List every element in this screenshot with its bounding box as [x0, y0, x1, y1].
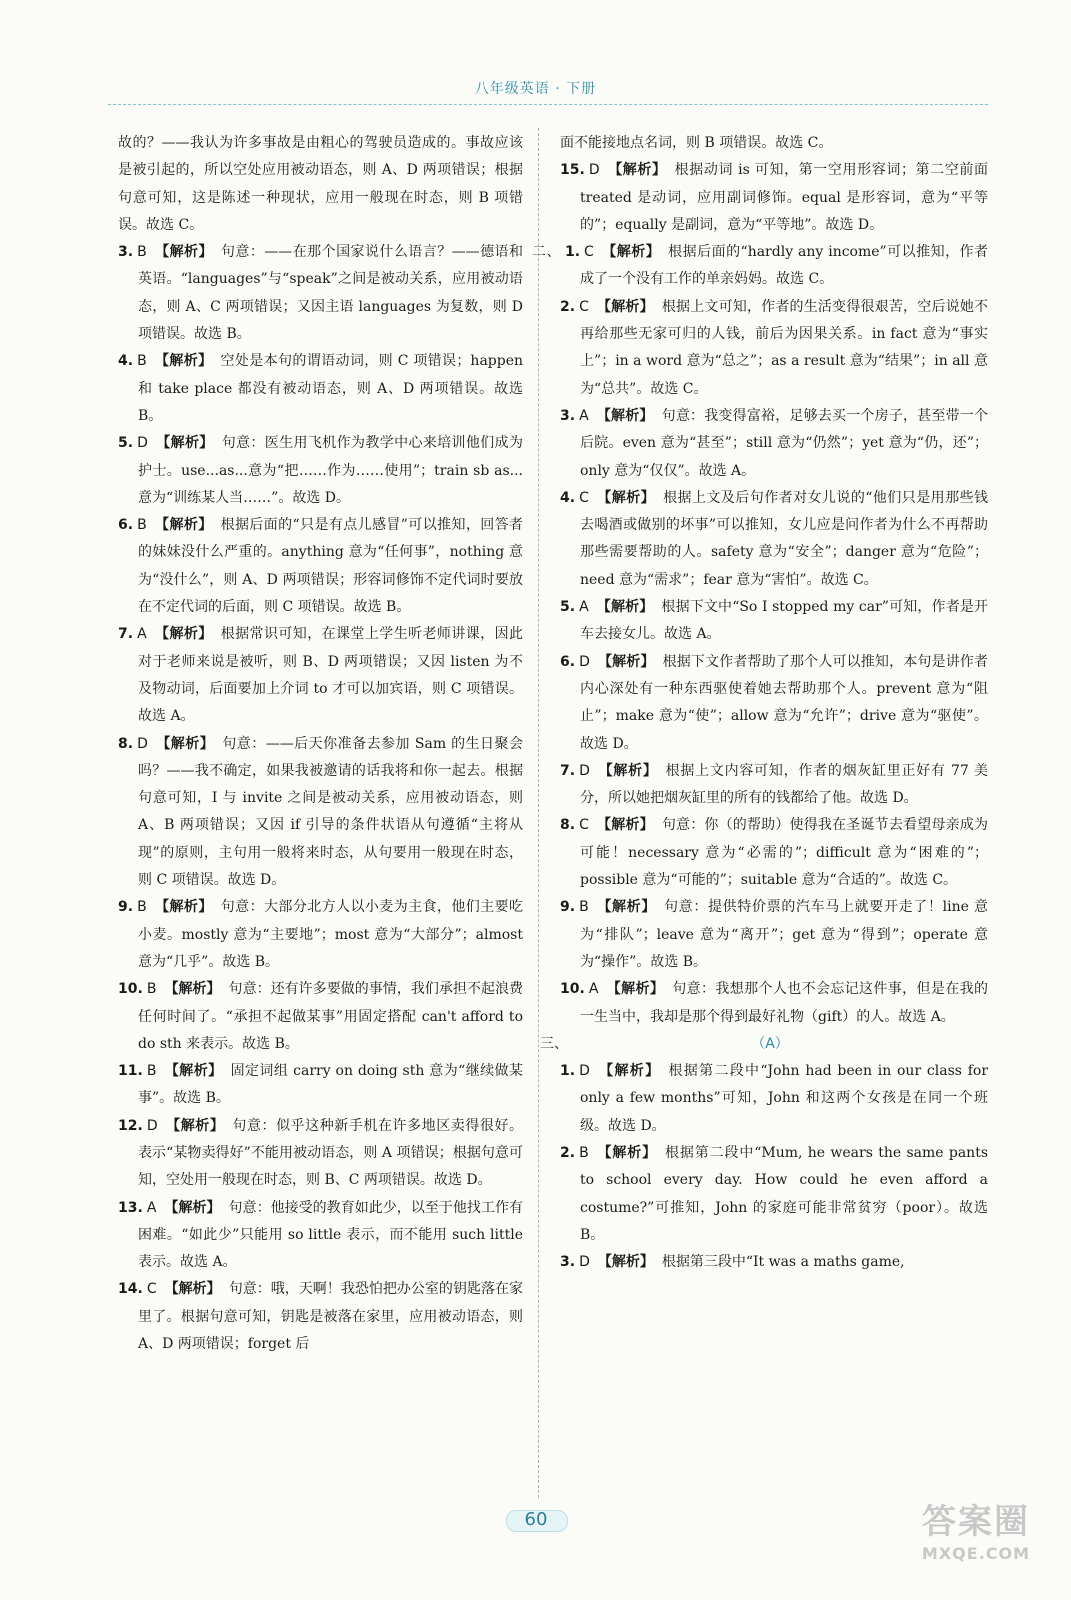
answer-letter: C [584, 244, 594, 261]
right-column [532, 130, 989, 1276]
item-number: 2. [560, 298, 576, 315]
answer-entry [118, 1113, 523, 1195]
explanation-text: 根据第二段中“John had been in our class for only a few months”可知，John 和这两个女孩是在同一个班级。故选 D。 [580, 1063, 989, 1134]
answer-letter: B [137, 517, 147, 534]
explanation-text: 根据上文内容可知，作者的烟灰缸里正好有 77 美分，所以她把烟灰缸里的所有的钱都给了他。故选 D。 [580, 762, 989, 807]
item-number: 8. [118, 735, 134, 752]
answer-entry [118, 1058, 523, 1113]
answer-letter: B [137, 899, 147, 916]
explanation-text: 句意：提供特价票的汽车马上就要开走了！line 意为“排队”；leave 意为“离开”；get 意为“得到”；operate 意为“操作”。故选 B。 [580, 899, 988, 970]
analysis-tag: 【解析】 [596, 599, 654, 616]
explanation-text: 根据动词 is 可知，第一空用形容词；第二空前面 treated 是动词，应用副词修饰。equal 是形容词，意为“平等的”；equally 是副词，意为“平等地”。故选 D。 [580, 162, 988, 233]
item-number: 1. [564, 244, 581, 261]
item-number: 4. [118, 353, 134, 370]
item-number: 4. [560, 489, 576, 506]
explanation-text: 根据后面的“hardly any income”可以推知，作者成了一个没有工作的单亲妈妈。故选 C。 [580, 244, 989, 288]
answer-letter: D [579, 762, 590, 779]
analysis-tag: 【解析】 [154, 626, 213, 643]
answer-letter: A [146, 1199, 157, 1216]
answer-letter: B [137, 244, 147, 261]
explanation-text: 根据第二段中“Mum, he wears the same pants to school every day. How could he even afford a costume?”可推知，John 的家庭可能非常贫穷（poor）。故选 B。 [580, 1144, 988, 1243]
item-number: 2. [560, 1144, 576, 1161]
answer-entry [560, 812, 988, 894]
answer-letter: D [137, 435, 148, 452]
answer-letter: D [579, 1063, 590, 1080]
analysis-tag: 【解析】 [596, 1144, 658, 1161]
answer-entry [560, 976, 988, 1031]
answer-letter: C [579, 298, 589, 315]
item-number: 12. [118, 1117, 143, 1134]
explanation-text: 根据下文中“So I stopped my car”可知，作者是开车去接女儿。故选 A。 [580, 599, 989, 643]
section-number: 三、 [540, 1035, 568, 1052]
item-number: 9. [560, 899, 576, 916]
analysis-tag: 【解析】 [154, 899, 213, 916]
answer-letter: D [137, 735, 148, 752]
analysis-tag: 【解析】 [601, 244, 661, 261]
answer-entry [118, 1276, 523, 1358]
watermark-logo [901, 1500, 1051, 1580]
continued-text [118, 130, 523, 239]
analysis-tag: 【解析】 [164, 1281, 221, 1298]
analysis-tag: 【解析】 [596, 817, 654, 834]
answer-entry [560, 649, 988, 758]
answer-letter: D [579, 1254, 590, 1271]
analysis-tag: 【解析】 [597, 762, 658, 779]
answer-letter: B [579, 899, 589, 916]
answer-entry [118, 731, 523, 895]
left-column [118, 130, 523, 1358]
item-number: 11. [118, 1063, 143, 1080]
explanation-text: 句意：大部分北方人以小麦为主食，他们主要吃小麦。mostly 意为“主要地”；most 意为“大部分”；almost 意为“几乎”。故选 B。 [138, 899, 524, 970]
section-number: 二、 [532, 244, 561, 261]
answer-letter: D [579, 653, 590, 670]
answer-entry [560, 1058, 988, 1140]
explanation-text: 根据下文作者帮助了那个人可以推知，本句是讲作者内心深处有一种东西驱使着她去帮助那个人。prevent 意为“阻止”；make 意为“使”；allow 意为“允许”；drive 意为“驱使”。故选 D。 [580, 653, 989, 752]
explanation-text: 句意：——后天你准备去参加 Sam 的生日聚会吗？——我不确定，如果我被邀请的话我将和你一起去。根据句意可知，I 与 invite 之间是被动关系，应用被动语态，则 A、B 两项错误；又因 if 引导的条件状语从句遵循“主将从现”的原则，主句用一般将来时态，从句要用一般现在时态，则 C 项错误。故选 D。 [138, 735, 523, 889]
item-number: 3. [118, 244, 134, 261]
explanation-text: 句意：我想那个人也不会忘记这件事，但是在我的一生当中，我却是那个得到最好礼物（gift）的人。故选 A。 [580, 981, 989, 1025]
explanation-text: 根据上文可知，作者的生活变得很艰苦，空后说她不再给那些无家可归的人钱，前后为因果关系。in fact 意为“事实上”；in a word 意为“总之”；as a result 意为“结果”；in all 意为“总共”。故选 C。 [580, 298, 989, 397]
item-number: 6. [118, 517, 134, 534]
explanation-text: 句意：你（的帮助）使得我在圣诞节去看望母亲成为可能！necessary 意为“必需的”；difficult 意为“困难的”；possible 意为“可能的”；suitable 意为“合适的”。故选 C。 [580, 817, 989, 889]
item-number: 10. [118, 981, 143, 998]
item-number: 7. [560, 762, 576, 779]
explanation-text: 面不能接地点名词，则 B 项错误。故选 C。 [560, 135, 833, 151]
analysis-tag: 【解析】 [597, 653, 655, 670]
explanation-text: 根据后面的“只是有点儿感冒”可以推知，回答者的妹妹没什么严重的。anything 意为“任何事”，nothing 意为“没什么”，则 A、D 两项错误；形容词修饰不定代词时要放在不定代词的后面，则 C 项错误。故选 B。 [138, 517, 523, 616]
answer-entry [560, 594, 988, 649]
analysis-tag: 【解析】 [164, 981, 221, 998]
answer-letter: C [579, 489, 589, 506]
answer-entry [560, 294, 988, 403]
analysis-tag: 【解析】 [164, 1199, 221, 1216]
page-header: 八年级英语 · 下册 [474, 81, 597, 97]
analysis-tag: 【解析】 [596, 407, 654, 424]
answer-entry [532, 239, 989, 294]
analysis-tag: 【解析】 [154, 517, 213, 534]
item-number: 7. [118, 626, 134, 643]
item-number: 6. [560, 653, 576, 670]
analysis-tag: 【解析】 [597, 1254, 654, 1271]
answer-letter: A [579, 407, 589, 424]
analysis-tag: 【解析】 [596, 298, 654, 315]
item-number: 9. [118, 899, 134, 916]
answer-entry [118, 1195, 523, 1277]
analysis-tag: 【解析】 [154, 244, 213, 261]
answer-letter: B [579, 1144, 589, 1161]
answer-entry [118, 512, 523, 621]
analysis-tag: 【解析】 [165, 1117, 225, 1134]
section-heading [540, 1031, 988, 1058]
explanation-text: 根据第三段中“It was a maths game, [661, 1254, 905, 1271]
answer-entry [560, 1140, 988, 1249]
continued-text [560, 130, 988, 157]
answer-letter: C [146, 1281, 157, 1298]
passage-label: （A） [751, 1035, 789, 1052]
analysis-tag: 【解析】 [164, 1063, 223, 1080]
answer-entry [118, 894, 523, 976]
item-number: 14. [118, 1281, 143, 1298]
explanation-text: 句意：医生用飞机作为教学中心来培训他们成为护士。use...as...意为“把……作为……使用”；train sb as...意为“训练某人当……”。故选 D。 [138, 435, 524, 506]
answer-entry [118, 621, 523, 730]
analysis-tag: 【解析】 [155, 435, 214, 452]
answer-letter: B [146, 981, 157, 998]
explanation-text: 故的？——我认为许多事故是由粗心的驾驶员造成的。事故应该是被引起的，所以空处应用被动语态，则 A、D 两项错误；根据句意可知，这是陈述一种现状，应用一般现在时态，则 B 项错误。故选 C。 [118, 135, 523, 233]
answer-entry [560, 758, 988, 813]
explanation-text: 句意：他接受的教育如此少，以至于他找工作有困难。“如此少”只能用 so little 表示，而不能用 such little 表示。故选 A。 [138, 1199, 524, 1271]
analysis-tag: 【解析】 [607, 162, 667, 179]
answer-letter: B [137, 353, 147, 370]
explanation-text: 空处是本句的谓语动词，则 C 项错误；happen 和 take place 都没有被动语态，则 A、D 两项错误。故选 B。 [138, 353, 524, 424]
analysis-tag: 【解析】 [596, 899, 656, 916]
explanation-text: 根据常识可知，在课堂上学生听老师讲课，因此对于老师来说是被听，则 B、D 两项错误；又因 listen 为不及物动词，后面要加上介词 to 才可以加宾语，则 C 项错误。故选 A。 [138, 626, 524, 725]
answer-letter: B [146, 1063, 157, 1080]
item-number: 3. [560, 1254, 576, 1271]
answer-letter: A [137, 626, 147, 643]
answer-entry [560, 485, 988, 594]
item-number: 1. [560, 1063, 576, 1080]
explanation-text: 根据上文及后句作者对女儿说的“他们只是用那些钱去喝酒或做别的坏事”可以推知，女儿应是问作者为什么不再帮助那些需要帮助的人。safety 意为“安全”；danger 意为“危险”；need 意为“需求”；fear 意为“害怕”。故选 C。 [580, 489, 989, 588]
item-number: 10. [560, 981, 585, 998]
answer-letter: A [588, 981, 599, 998]
explanation-text: 句意：——在那个国家说什么语言？——德语和英语。“languages”与“speak”之间是被动关系，应用被动语态，则 A、C 两项错误；又因主语 languages 为复数，则 D 项错误。故选 B。 [138, 244, 524, 343]
column-divider [538, 128, 539, 1498]
explanation-text: 句意：我变得富裕，足够去买一个房子，甚至带一个后院。even 意为“甚至”；still 意为“仍然”；yet 意为“仍，还”；only 意为“仅仅”。故选 A。 [580, 407, 989, 479]
item-number: 5. [560, 599, 576, 616]
analysis-tag: 【解析】 [154, 353, 213, 370]
answer-entry [118, 348, 523, 430]
answer-entry [560, 1249, 988, 1276]
item-number: 13. [118, 1199, 143, 1216]
analysis-tag: 【解析】 [596, 489, 656, 506]
watermark-title: 答案圈 [922, 1502, 1030, 1542]
analysis-tag: 【解析】 [606, 981, 665, 998]
answer-entry [118, 976, 523, 1058]
answer-letter: C [579, 817, 589, 834]
explanation-text: 固定词组 carry on doing sth 意为“继续做某事”。故选 B。 [138, 1063, 523, 1107]
item-number: 3. [560, 407, 576, 424]
item-number: 15. [560, 162, 585, 179]
answer-letter: D [146, 1117, 158, 1134]
answer-letter: D [588, 162, 600, 179]
answer-entry [118, 430, 523, 512]
item-number: 5. [118, 435, 134, 452]
answer-entry [560, 894, 988, 976]
explanation-text: 句意：还有许多要做的事情，我们承担不起浪费任何时间了。“承担不起做某事”用固定搭配 can't afford to do sth 来表示。故选 B。 [138, 981, 524, 1052]
answer-entry [560, 403, 988, 485]
analysis-tag: 【解析】 [155, 735, 215, 752]
answer-entry [560, 157, 988, 239]
item-number: 8. [560, 817, 576, 834]
header-rule [108, 104, 988, 105]
page-number: 60 [500, 1505, 572, 1535]
answer-entry [118, 239, 523, 348]
watermark-url: MXQE.COM [921, 1544, 1031, 1563]
explanation-text: 句意：似乎这种新手机在许多地区卖得很好。表示“某物卖得好”不能用被动语态，则 A 项错误；根据句意可知，空处用一般现在时态，则 B、C 两项错误。故选 D。 [138, 1117, 524, 1189]
explanation-text: 句意：哦，天啊！我恐怕把办公室的钥匙落在家里了。根据句意可知，钥匙是被落在家里，应用被动语态，则 A、D 两项错误；forget 后 [138, 1281, 524, 1353]
answer-letter: A [579, 599, 589, 616]
analysis-tag: 【解析】 [597, 1063, 661, 1080]
